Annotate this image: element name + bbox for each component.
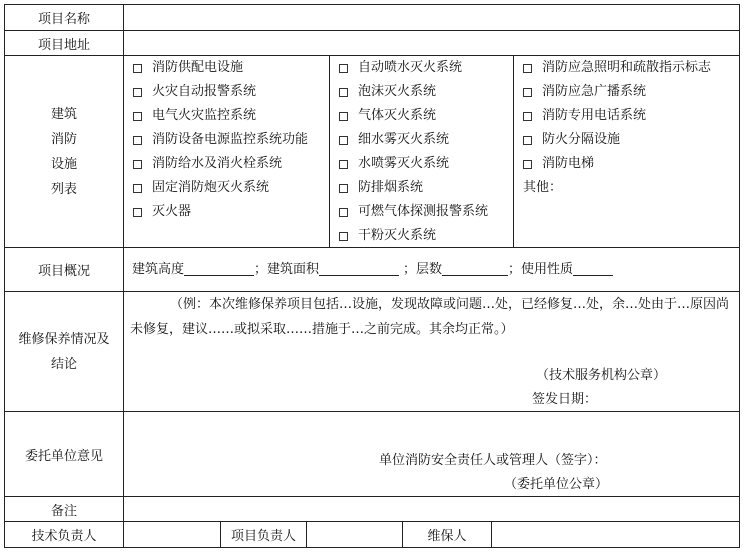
client-stamp: （委托单位公章）	[504, 477, 609, 492]
remarks-label-cell	[4, 496, 124, 522]
facility-label-line: 消防	[50, 131, 77, 147]
checkbox-icon[interactable]	[133, 88, 142, 97]
facility-col-2	[329, 55, 514, 248]
facility-checkbox-item[interactable]: 火灾自动报警系统	[133, 83, 256, 101]
facility-other-label: 其他：	[523, 180, 563, 195]
maintenance-field[interactable]	[123, 291, 740, 412]
project-lead-field[interactable]	[306, 521, 403, 548]
facility-checkbox-item[interactable]: 电气火灾监控系统	[133, 107, 256, 125]
checkbox-icon[interactable]	[523, 136, 532, 145]
client-opinion-label: 委托单位意见	[24, 448, 103, 464]
maintainer-label-cell	[402, 521, 492, 548]
facility-label-line: 建筑	[50, 106, 77, 122]
maintainer-label: 维保人	[427, 529, 467, 544]
usage-label: ；使用性质	[508, 262, 574, 277]
checkbox-icon[interactable]	[523, 160, 532, 169]
checkbox-icon[interactable]	[133, 160, 142, 169]
floors-label: ；层数	[403, 262, 443, 277]
checkbox-icon[interactable]	[133, 208, 142, 217]
facility-checkbox-item[interactable]: 防排烟系统	[339, 179, 423, 197]
tech-lead-label-cell	[4, 521, 124, 548]
project-name-label: 项目名称	[37, 12, 90, 27]
maintenance-stamp: （技术服务机构公章）	[536, 368, 667, 383]
maintenance-label-cell	[4, 291, 124, 412]
facility-checkbox-item[interactable]: 消防专用电话系统	[523, 107, 646, 125]
maintenance-date-label: 签发日期：	[532, 392, 598, 407]
checkbox-icon[interactable]	[133, 184, 142, 193]
tech-lead-label: 技术负责人	[31, 529, 97, 544]
area-label: ；建筑面积	[254, 262, 320, 277]
checkbox-icon[interactable]	[523, 112, 532, 121]
project-lead-label: 项目负责人	[230, 529, 296, 544]
checkbox-icon[interactable]	[133, 112, 142, 121]
overview-label: 项目概况	[37, 264, 90, 279]
facility-checkbox-item[interactable]: 固定消防炮灭火系统	[133, 179, 269, 197]
client-signer-label: 单位消防安全责任人或管理人（签字）：	[379, 453, 607, 468]
facility-checkbox-item[interactable]: 防火分隔设施	[523, 131, 620, 149]
checkbox-icon[interactable]	[133, 64, 142, 73]
height-label: 建筑高度	[132, 262, 185, 277]
checkbox-icon[interactable]	[339, 88, 348, 97]
checkbox-icon[interactable]	[339, 136, 348, 145]
facility-col-1	[123, 55, 330, 248]
remarks-field[interactable]	[123, 496, 740, 522]
facility-checkbox-item[interactable]: 细水雾灭火系统	[339, 131, 449, 149]
project-address-label-cell	[4, 30, 124, 56]
client-opinion-label-cell	[4, 411, 124, 497]
area-input[interactable]	[319, 261, 399, 276]
facility-checkbox-item[interactable]: 自动喷水灭火系统	[339, 59, 462, 77]
maintenance-label-line: 结论	[50, 356, 77, 372]
project-name-field[interactable]	[123, 4, 740, 31]
facility-label-line: 列表	[50, 181, 77, 197]
facility-checkbox-item[interactable]: 消防应急广播系统	[523, 83, 646, 101]
checkbox-icon[interactable]	[523, 64, 532, 73]
client-opinion-field[interactable]	[123, 411, 740, 497]
checkbox-icon[interactable]	[339, 112, 348, 121]
project-lead-label-cell	[220, 521, 307, 548]
facility-checkbox-item[interactable]: 消防电梯	[523, 155, 594, 173]
maintenance-label-line: 维修保养情况及	[18, 331, 110, 347]
floors-input[interactable]	[442, 261, 508, 276]
height-input[interactable]	[184, 261, 254, 276]
facility-list-label-cell	[4, 55, 124, 248]
maintainer-field[interactable]	[491, 521, 740, 548]
facility-checkbox-item[interactable]: 水喷雾灭火系统	[339, 155, 449, 173]
overview-field	[123, 247, 740, 292]
facility-checkbox-item[interactable]: 消防设备电源监控系统功能	[133, 131, 308, 149]
project-name-label-cell	[4, 4, 124, 31]
checkbox-icon[interactable]	[339, 64, 348, 73]
overview-label-cell	[4, 247, 124, 292]
facility-list-label	[51, 102, 77, 202]
facility-checkbox-item[interactable]: 灭火器	[133, 203, 191, 221]
checkbox-icon[interactable]	[339, 208, 348, 217]
project-address-label: 项目地址	[37, 37, 90, 53]
facility-checkbox-item[interactable]: 泡沫灭火系统	[339, 83, 436, 101]
facility-checkbox-item[interactable]: 消防应急照明和疏散指示标志	[523, 59, 711, 77]
facility-checkbox-item[interactable]: 消防供配电设施	[133, 59, 243, 77]
facility-label-line: 设施	[50, 156, 77, 172]
facility-checkbox-item[interactable]: 气体灭火系统	[339, 107, 436, 125]
checkbox-icon[interactable]	[339, 184, 348, 193]
facility-checkbox-item[interactable]: 可燃气体探测报警系统	[339, 203, 488, 221]
facility-checkbox-item[interactable]: 干粉灭火系统	[339, 227, 436, 245]
checkbox-icon[interactable]	[523, 88, 532, 97]
usage-input[interactable]	[573, 261, 613, 276]
checkbox-icon[interactable]	[339, 160, 348, 169]
checkbox-icon[interactable]	[339, 232, 348, 241]
project-address-field[interactable]	[123, 30, 740, 56]
maintenance-text: （例：本次维修保养项目包括…设施，发现故障或问题…处，已经修复…处，余…处由于…原因尚未修复，建议……或拟采取……措施于…之前完成。其余均正常。）	[130, 297, 730, 337]
maintenance-label	[18, 327, 109, 377]
tech-lead-field[interactable]	[123, 521, 221, 548]
overview-line	[132, 261, 613, 279]
facility-checkbox-item[interactable]: 消防给水及消火栓系统	[133, 155, 282, 173]
checkbox-icon[interactable]	[133, 136, 142, 145]
facility-col-3	[513, 55, 740, 248]
remarks-label: 备注	[50, 503, 77, 519]
